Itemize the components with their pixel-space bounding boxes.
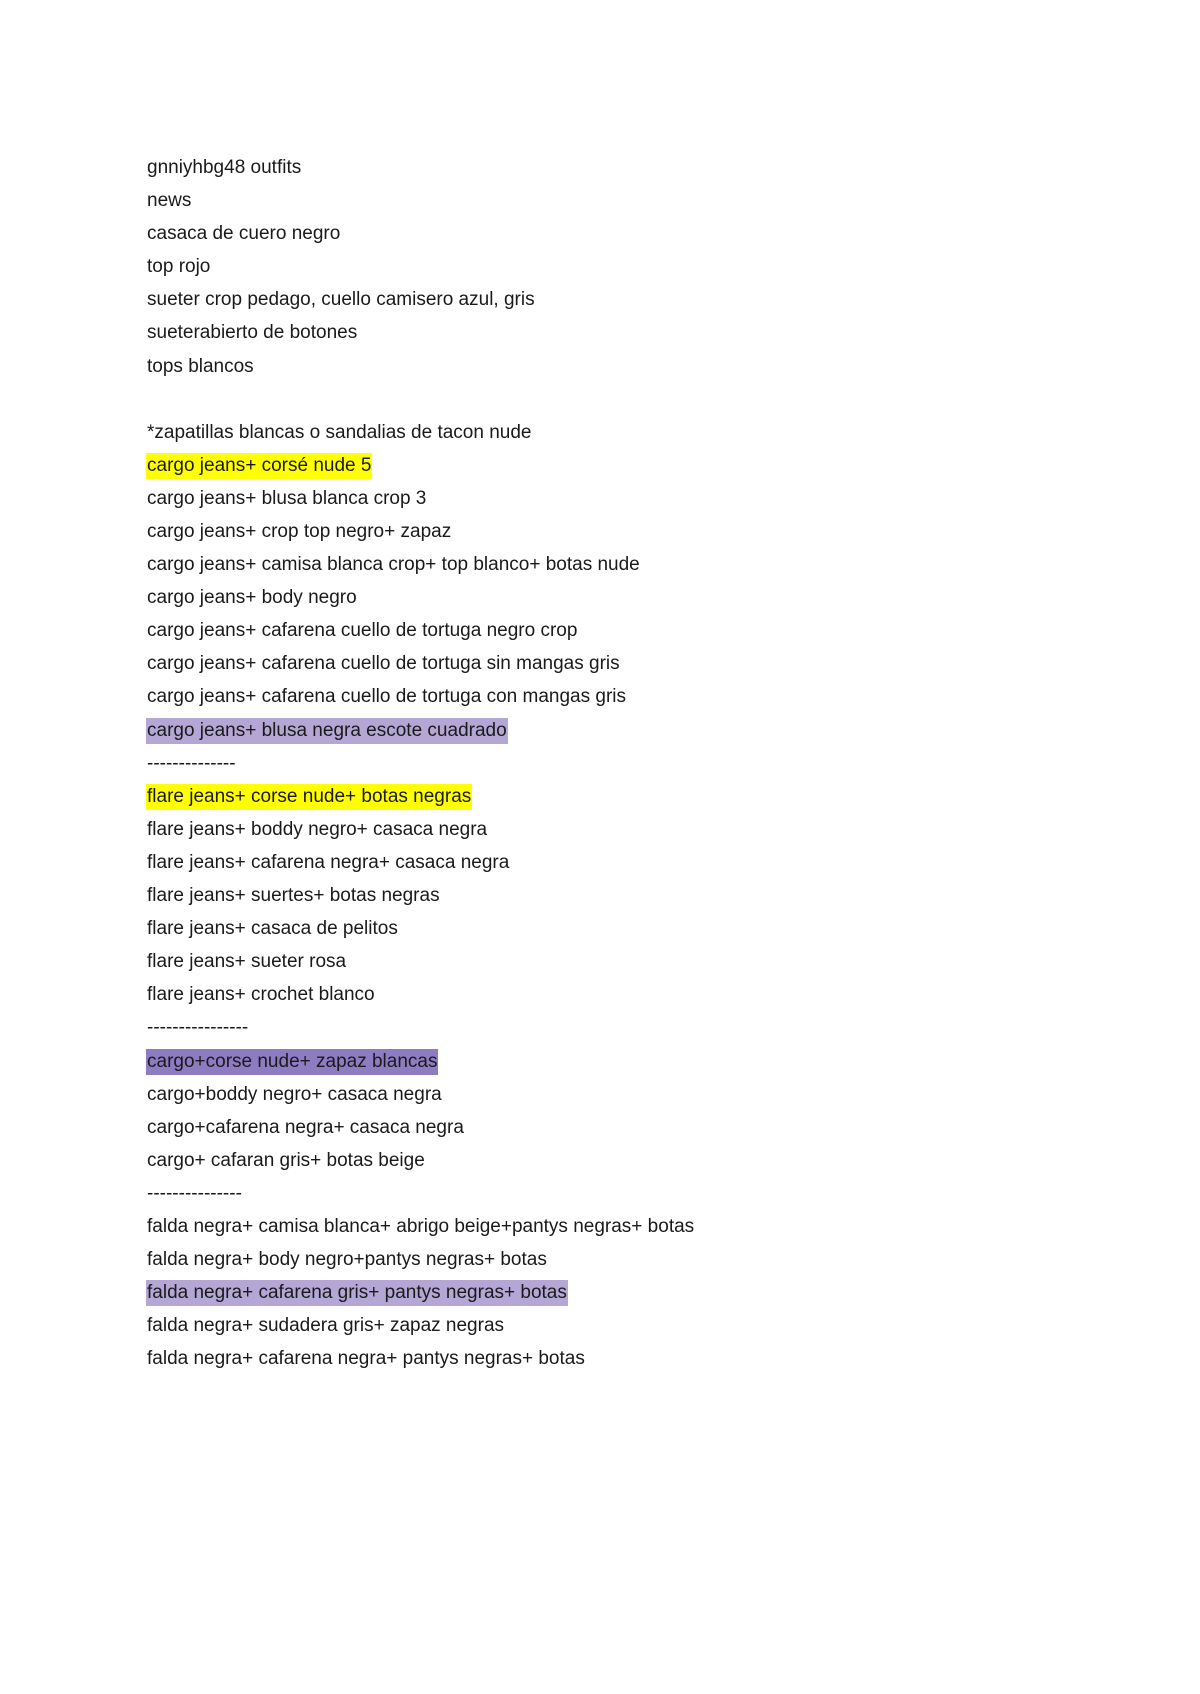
document-line <box>146 250 1046 283</box>
line-text: cargo jeans+ cafarena cuello de tortuga negro crop <box>147 620 578 642</box>
line-text: tops blancos <box>147 355 254 377</box>
document-line <box>146 647 1046 680</box>
line-text: flare jeans+ sueter rosa <box>147 951 347 973</box>
highlighted-line <box>146 714 1046 747</box>
document-body <box>146 151 1046 1375</box>
line-text: cargo jeans+ cafarena cuello de tortuga sin mangas gris <box>147 653 620 675</box>
line-text: gnniyhbg48 outfits <box>147 156 302 178</box>
line-text: cargo+ cafaran gris+ botas beige <box>147 1149 425 1171</box>
line-text: casaca de cuero negro <box>147 223 341 245</box>
line-text: sueterabierto de botones <box>147 322 358 344</box>
document-line <box>146 283 1046 316</box>
line-text: cargo jeans+ blusa blanca crop 3 <box>147 487 427 509</box>
document-line <box>146 879 1046 912</box>
line-text: cargo jeans+ blusa negra escote cuadrado <box>146 718 508 744</box>
line-text: --------------- <box>147 1182 242 1204</box>
document-line <box>146 912 1046 945</box>
line-text: flare jeans+ crochet blanco <box>147 984 375 1006</box>
document-line <box>146 1111 1046 1144</box>
document-line <box>146 350 1046 383</box>
line-text: flare jeans+ casaca de pelitos <box>147 918 398 940</box>
highlighted-line <box>146 1045 1046 1078</box>
line-text: cargo+cafarena negra+ casaca negra <box>147 1116 464 1138</box>
line-text: cargo jeans+ body negro <box>147 587 357 609</box>
line-text: ---------------- <box>147 1017 249 1039</box>
document-line <box>146 1078 1046 1111</box>
document-line <box>146 316 1046 349</box>
document-line <box>146 217 1046 250</box>
line-text: sueter crop pedago, cuello camisero azul, gris <box>147 289 535 311</box>
highlighted-line <box>146 780 1046 813</box>
document-line <box>146 1342 1046 1375</box>
document-line <box>146 482 1046 515</box>
blank-line <box>146 383 1046 416</box>
line-text: falda negra+ camisa blanca+ abrigo beige+pantys negras+ botas <box>147 1215 695 1237</box>
line-text: falda negra+ cafarena gris+ pantys negras+ botas <box>146 1280 568 1306</box>
document-line <box>146 846 1046 879</box>
line-text: *zapatillas blancas o sandalias de tacon nude <box>147 421 532 443</box>
line-text: flare jeans+ boddy negro+ casaca negra <box>147 818 488 840</box>
separator-line <box>146 1177 1046 1210</box>
line-text: flare jeans+ corse nude+ botas negras <box>146 784 472 810</box>
document-line <box>146 681 1046 714</box>
document-line <box>146 548 1046 581</box>
line-text: cargo+boddy negro+ casaca negra <box>147 1083 442 1105</box>
separator-line <box>146 747 1046 780</box>
document-line <box>146 945 1046 978</box>
document-line <box>146 151 1046 184</box>
highlighted-line <box>146 449 1046 482</box>
line-text: cargo jeans+ cafarena cuello de tortuga con mangas gris <box>147 686 626 708</box>
line-text: cargo jeans+ corsé nude 5 <box>146 453 372 479</box>
line-text: -------------- <box>147 752 236 774</box>
highlighted-line <box>146 1276 1046 1309</box>
separator-line <box>146 1011 1046 1044</box>
document-line <box>146 1309 1046 1342</box>
document-line <box>146 416 1046 449</box>
document-line <box>146 978 1046 1011</box>
document-line <box>146 1144 1046 1177</box>
document-line <box>146 515 1046 548</box>
document-line <box>146 614 1046 647</box>
document-line <box>146 1243 1046 1276</box>
line-text: falda negra+ body negro+pantys negras+ botas <box>147 1249 547 1271</box>
line-text: flare jeans+ suertes+ botas negras <box>147 885 440 907</box>
line-text: falda negra+ cafarena negra+ pantys negras+ botas <box>147 1348 585 1370</box>
line-text: top rojo <box>147 256 211 278</box>
line-text: cargo jeans+ crop top negro+ zapaz <box>147 521 452 543</box>
document-line <box>146 813 1046 846</box>
line-text: flare jeans+ cafarena negra+ casaca negra <box>147 851 510 873</box>
line-text: falda negra+ sudadera gris+ zapaz negras <box>147 1315 505 1337</box>
document-line <box>146 184 1046 217</box>
line-text: news <box>147 190 192 212</box>
line-text: cargo jeans+ camisa blanca crop+ top blanco+ botas nude <box>147 554 640 576</box>
document-line <box>146 1210 1046 1243</box>
document-line <box>146 581 1046 614</box>
line-text: cargo+corse nude+ zapaz blancas <box>146 1049 438 1075</box>
